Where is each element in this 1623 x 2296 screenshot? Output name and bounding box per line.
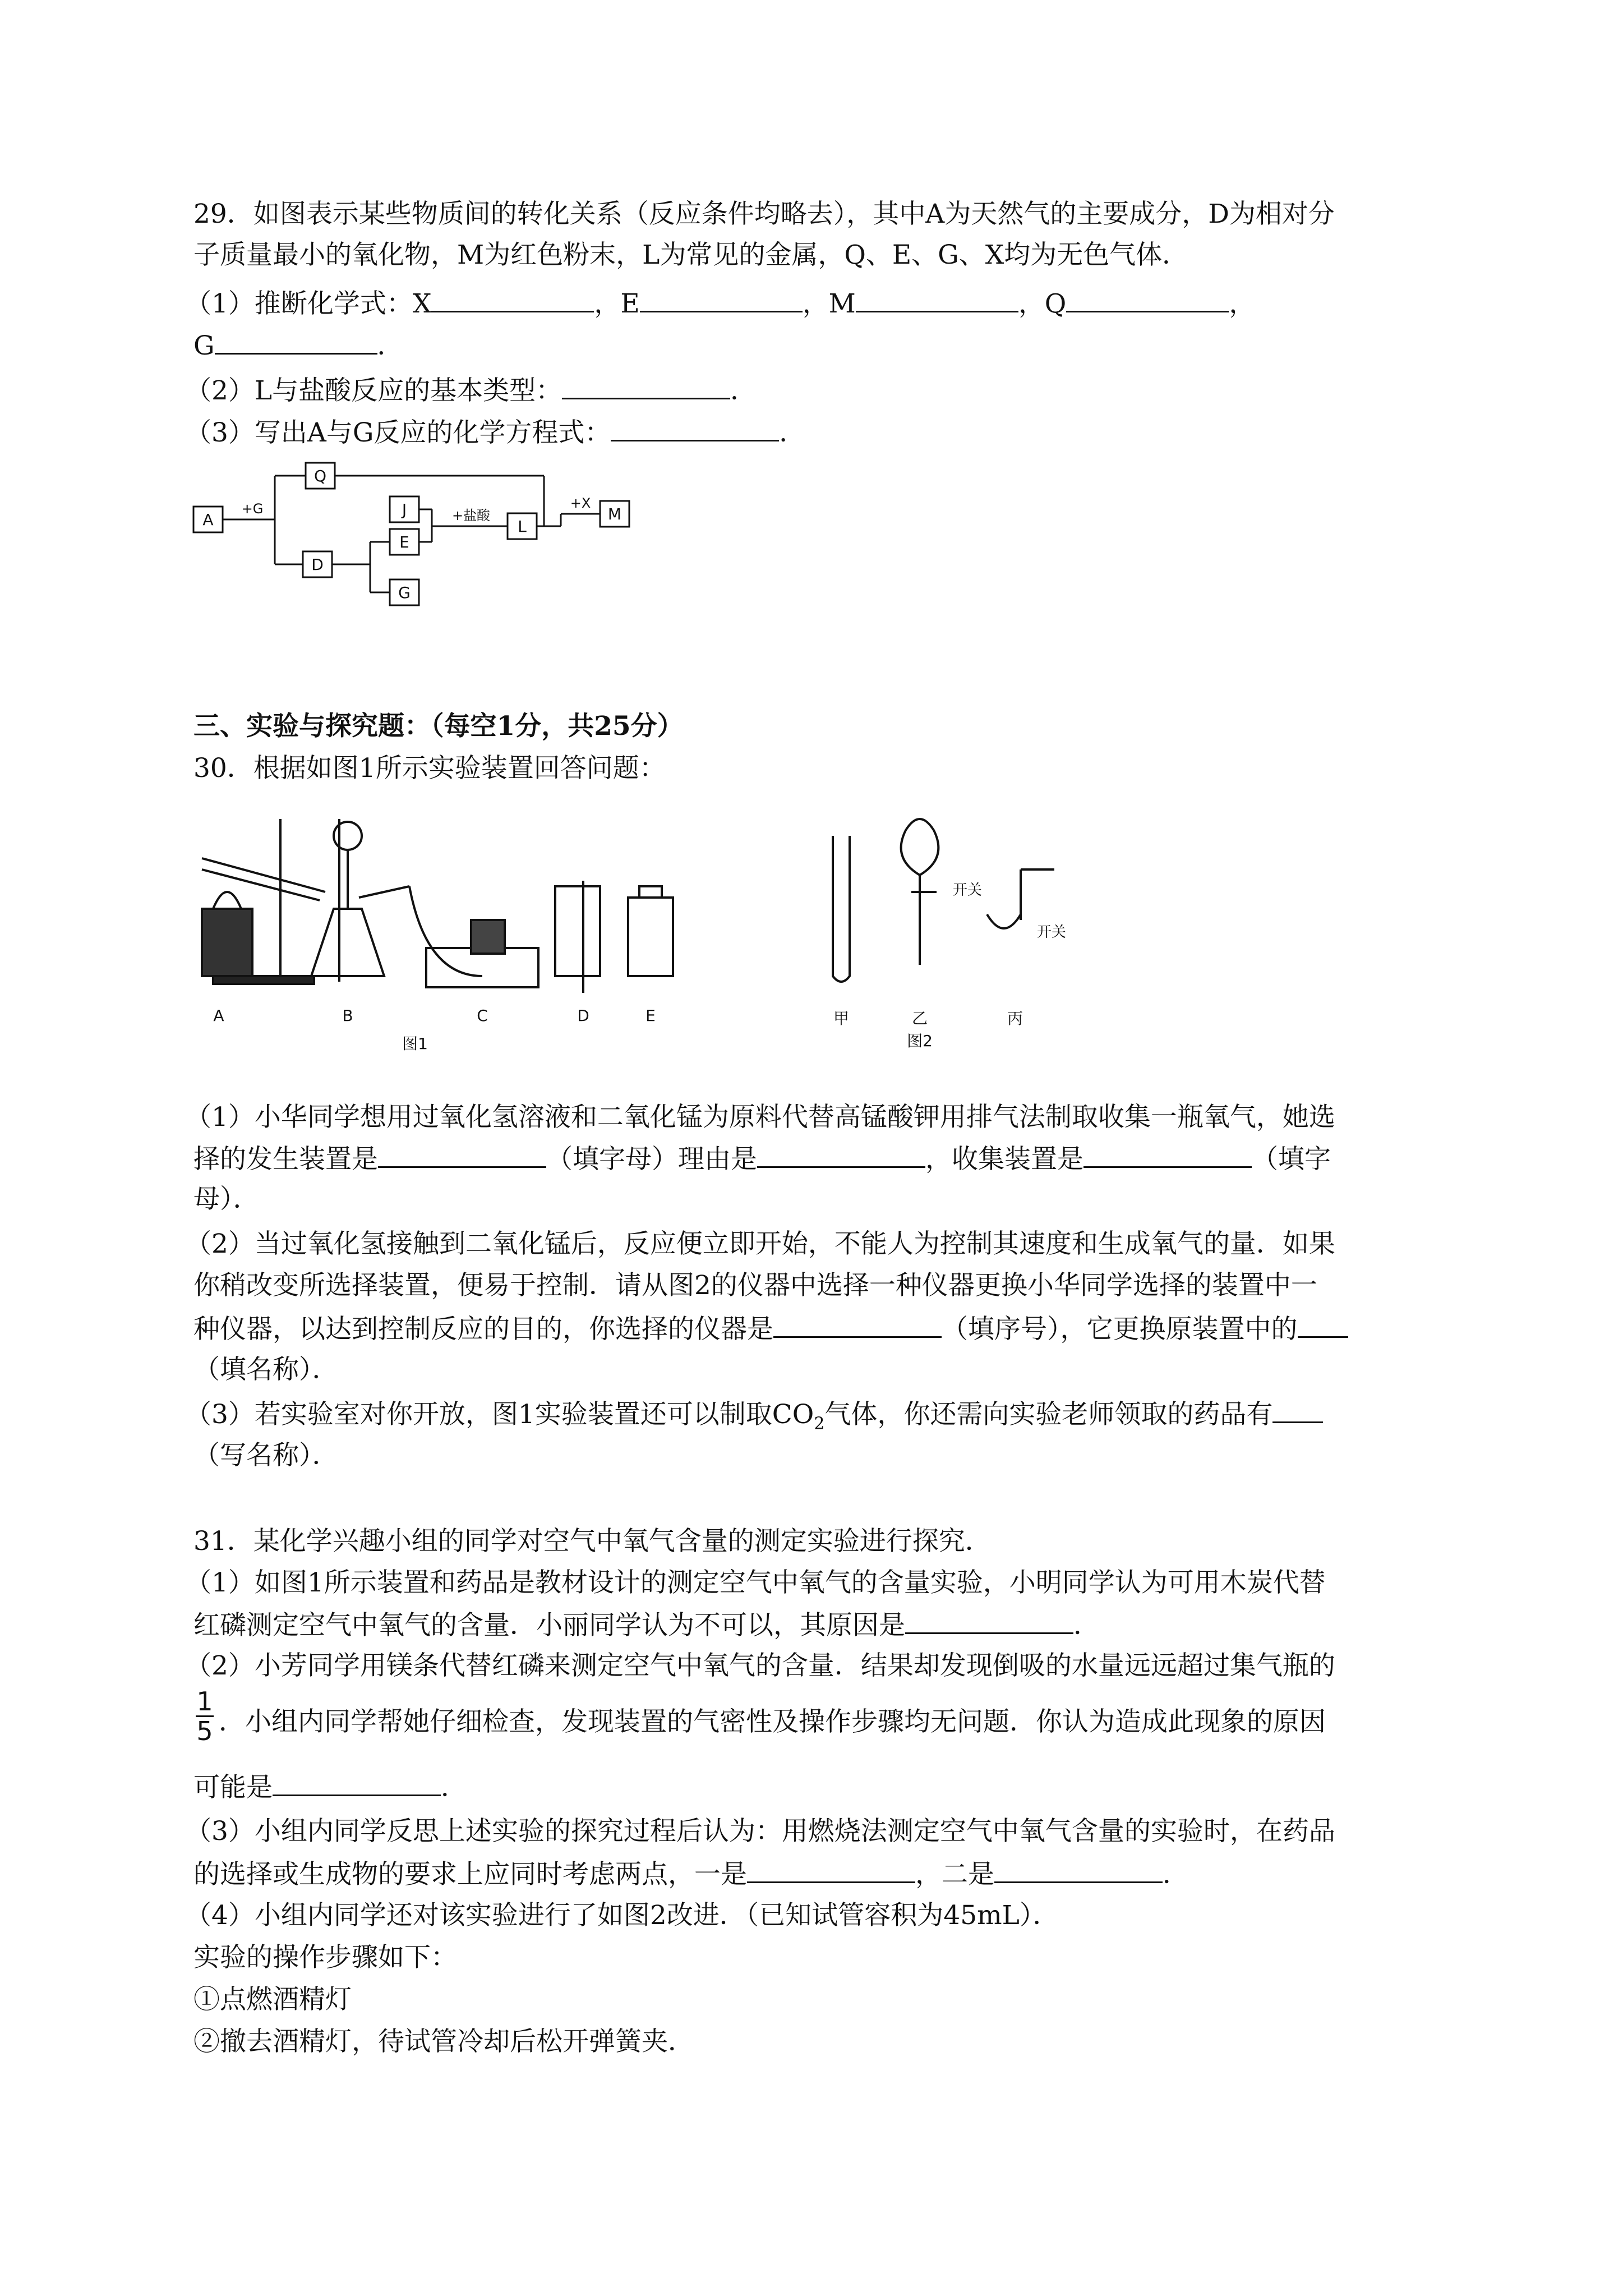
apparatus-a [202,819,325,984]
fig1-label-b: B [342,1006,353,1025]
apparatus-bing [987,869,1054,928]
fig2-label-bing: 丙 [1007,1009,1023,1028]
q30-p2-line2: 你稍改变所选择装置，便易于控制．请从图2的仪器中选择一种仪器更换小华同学选择的装置中一 [193,1270,1317,1301]
apparatus-b [311,819,409,982]
q30-p1-line1: （1）小华同学想用过氧化氢溶液和二氧化锰为原料代替高锰酸钾用排气法制取收集一瓶氧气，她选 [185,1102,1335,1133]
answer-blank-generator[interactable] [378,1142,546,1168]
apparatus-e [628,886,673,976]
fig1-caption: 图1 [402,1034,428,1053]
switch-label-1: 开关 [952,882,983,899]
answer-blank-reason[interactable] [757,1142,925,1168]
fig1-label-e: E [645,1006,656,1025]
section3-title: 三、实验与探究题：（每空1分，共25分） [193,711,684,742]
q31-step2: ②撤去酒精灯，待试管冷却后松开弹簧夹． [193,2026,694,2057]
fig1-label-d: D [577,1006,589,1025]
q31-steps-title: 实验的操作步骤如下： [193,1942,457,1973]
q31-stem: 31．某化学兴趣小组的同学对空气中氧气含量的测定实验进行探究． [193,1526,992,1557]
q29-part2: （2）L与盐酸反应的基本类型： ． [185,373,757,408]
apparatus-figure [191,808,1099,1077]
label-m: M [607,505,622,523]
fig1-label-c: C [477,1006,488,1025]
q30-p1-line2: 择的发生装置是 （填字母）理由是 ，收集装置是 （填字 [193,1142,1331,1176]
answer-blank-m[interactable] [856,286,1018,312]
label-e: E [399,533,409,551]
fig2-label-jia: 甲 [833,1009,850,1028]
answer-blank-g[interactable] [215,328,377,355]
q30-p2-line3: 种仪器，以达到控制反应的目的，你选择的仪器是 （填序号），它更换原装置中的 [193,1312,1348,1346]
label-plus-x: +X [570,495,591,511]
q29-part1: （1）推断化学式：X ，E ，M ，Q ， [185,286,1255,321]
label-q: Q [313,467,327,485]
label-l: L [518,517,527,536]
q31-p2-line3: 可能是 ． [193,1770,467,1805]
answer-blank-collector[interactable] [1083,1142,1252,1168]
fraction-one-fifth: 1 5 [196,1686,213,1746]
q29-part1-g: G ． [193,328,404,363]
label-g: G [398,583,411,602]
q31-p4: （4）小组内同学还对该实验进行了如图2改进．（已知试管容积为45mL）． [185,1900,1059,1931]
label-plus-g: +G [241,501,264,517]
answer-blank-magnesium-reason[interactable] [273,1770,441,1796]
q31-step1: ①点燃酒精灯 [193,1984,352,2015]
answer-blank-instrument[interactable] [773,1312,942,1338]
apparatus-d [555,881,600,993]
switch-label-2: 开关 [1036,924,1067,941]
q30-p2-line1: （2）当过氧化氢接触到二氧化锰后，反应便立即开始，不能人为控制其速度和生成氧气的量．如果 [185,1228,1335,1259]
answer-blank-reagents[interactable] [1272,1397,1323,1423]
q31-p3-line2: 的选择或生成物的要求上应同时考虑两点，一是 ，二是 ． [193,1857,1189,1892]
q31-p1-line1: （1）如图1所示装置和药品是教材设计的测定空气中氧气的含量实验，小明同学认为可用木炭代替 [185,1567,1326,1598]
answer-blank-equation[interactable] [611,415,779,441]
q30-p3-line2: （写名称）． [193,1440,339,1471]
answer-blank-point-two[interactable] [994,1857,1163,1883]
apparatus-jia [833,836,850,982]
label-j: J [402,500,407,519]
label-plus-hcl: +盐酸 [451,508,491,523]
label-d: D [311,555,324,574]
q30-p3-line1: （3）若实验室对你开放，图1实验装置还可以制取$CO_2$气体，你还需向实验老师领取的药品有 [185,1397,1323,1441]
q31-p2-line1: （2）小芳同学用镁条代替红磷来测定空气中氧气的含量．结果却发现倒吸的水量远远超过集气瓶的 [185,1650,1335,1681]
conversion-diagram [191,457,651,614]
apparatus-c [409,886,538,987]
q31-p2-line2: ．小组内同学帮她仔细检查，发现装置的气密性及操作步骤均无问题．你认为造成此现象的原因 [219,1706,1326,1737]
label-a: A [202,510,214,529]
answer-blank-replaced[interactable] [1298,1312,1348,1338]
answer-blank-q[interactable] [1066,286,1229,312]
q31-p1-line2: 红磷测定空气中氧气的含量．小丽同学认为不可以，其原因是 ． [193,1608,1100,1642]
answer-blank-reaction-type[interactable] [562,373,730,399]
answer-blank-charcoal-reason[interactable] [905,1608,1073,1634]
q31-p3-line1: （3）小组内同学反思上述实验的探究过程后认为：用燃烧法测定空气中氧气含量的实验时，在药品 [185,1816,1335,1847]
q30-p1-line3: 母）． [193,1184,260,1214]
apparatus-yi [901,819,939,965]
answer-blank-x[interactable] [431,286,594,312]
answer-blank-point-one[interactable] [747,1857,915,1883]
q29-stem-line2: 子质量最小的氧化物，M为红色粉末，L为常见的金属，Q、E、G、X均为无色气体． [193,240,1189,270]
fig1-label-a: A [213,1006,224,1025]
answer-blank-e[interactable] [640,286,803,312]
q29-stem-line1: 29．如图表示某些物质间的转化关系（反应条件均略去），其中A为天然气的主要成分，D为相对分 [193,199,1335,229]
q30-p2-line4: （填名称）． [193,1354,339,1385]
fig2-label-yi: 乙 [911,1009,928,1028]
q29-part3: （3）写出A与G反应的化学方程式： ． [185,415,805,450]
q30-stem: 30．根据如图1所示实验装置回答问题： [193,753,666,784]
fig2-caption: 图2 [907,1032,933,1050]
